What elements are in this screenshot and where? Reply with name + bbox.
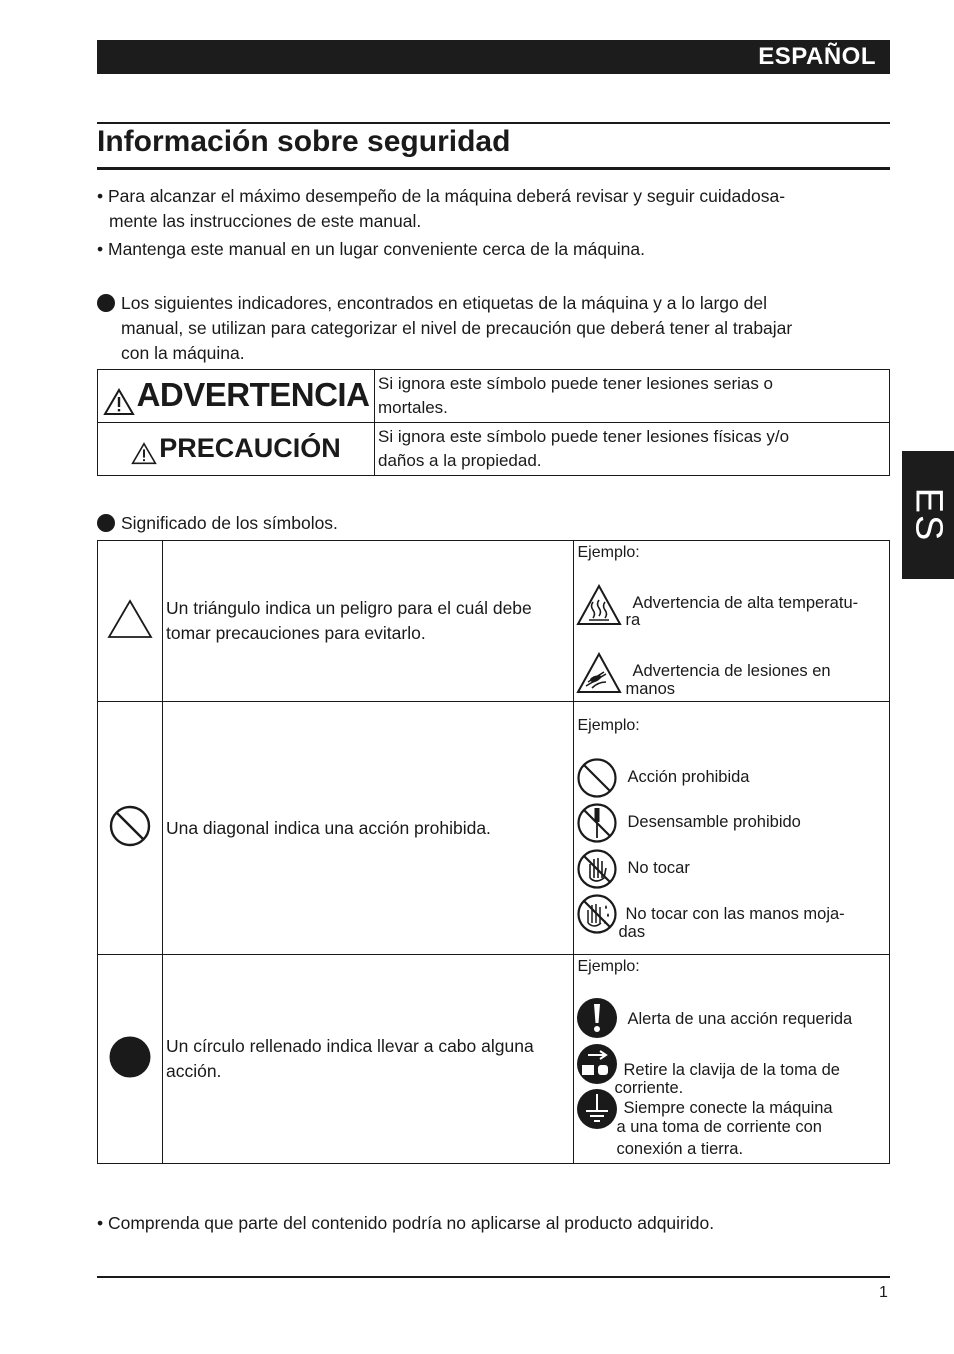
caution-description bbox=[375, 423, 890, 476]
example-no-touch bbox=[576, 848, 886, 890]
symbol-row-diagonal bbox=[98, 702, 890, 955]
diagonal-meaning-line-1: Una diagonal indica una acción prohibida. bbox=[165, 817, 491, 838]
filled-circle-meaning-line-1: Un círculo rellenado indica llevar a cabo alguna bbox=[165, 1036, 534, 1056]
bullet-2-line-1: • Mantenga este manual en un lugar conveniente cerca de la máquina. bbox=[97, 239, 646, 259]
caution-desc-line-2: daños a la propiedad. bbox=[378, 451, 542, 470]
example-no-disassembly bbox=[576, 802, 886, 844]
symbol-icon-cell bbox=[98, 702, 163, 955]
no-disassembly-text: Desensamble prohibido bbox=[627, 813, 801, 831]
indicators-intro bbox=[121, 291, 792, 366]
bullet-1-line-1: • Para alcanzar el máximo desempeño de la máquina deberá revisar y seguir cuidadosa- bbox=[97, 186, 786, 206]
bullet-item-2 bbox=[97, 237, 645, 262]
no-touch-icon bbox=[576, 848, 618, 890]
warning-triangle-icon bbox=[103, 388, 135, 416]
symbol-icon-cell bbox=[98, 541, 163, 702]
language-label: ESPAÑOL bbox=[758, 43, 876, 70]
caution-signal-word: PRECAUCIÓN bbox=[159, 433, 341, 464]
warning-triangle-icon bbox=[107, 599, 153, 639]
symbol-example-cell bbox=[574, 541, 890, 702]
ground-connection-icon bbox=[576, 1088, 618, 1130]
warning-desc-line-1: Si ignora este símbolo puede tener lesiones serias o bbox=[378, 374, 774, 393]
example-label: Ejemplo: bbox=[577, 544, 640, 561]
symbol-meaning-cell bbox=[162, 541, 574, 702]
triangle-meaning-line-1: Un triángulo indica un peligro para el cuál debe bbox=[165, 598, 532, 618]
example-label: Ejemplo: bbox=[577, 717, 640, 734]
ground-line-1: Siempre conecte la máquina bbox=[623, 1099, 833, 1117]
warning-signal-word: ADVERTENCIA bbox=[136, 376, 370, 414]
no-wet-hands-line-1: No tocar con las manos moja- bbox=[625, 905, 845, 923]
page-number: 1 bbox=[879, 1284, 888, 1301]
symbol-example-cell bbox=[574, 955, 890, 1164]
warning-description bbox=[375, 370, 890, 423]
symbols-table bbox=[97, 540, 890, 1164]
example-required-action bbox=[576, 997, 886, 1039]
filled-circle-icon bbox=[108, 1035, 152, 1079]
page-title: Información sobre seguridad bbox=[97, 125, 511, 158]
unplug-icon bbox=[576, 1043, 618, 1085]
warning-desc-line-2: mortales. bbox=[378, 398, 448, 417]
ground-line-2: a una toma de corriente con bbox=[616, 1118, 822, 1136]
high-temp-line-2: ra bbox=[625, 611, 641, 629]
symbol-example-cell bbox=[574, 702, 890, 955]
caution-label-cell bbox=[98, 423, 375, 476]
symbol-meaning-cell bbox=[162, 955, 574, 1164]
high-temperature-icon bbox=[576, 584, 622, 626]
filled-bullet-icon bbox=[97, 294, 115, 312]
symbol-meaning-cell bbox=[162, 702, 574, 955]
title-top-rule bbox=[97, 122, 890, 124]
bullet-1-line-2: mente las instrucciones de este manual. bbox=[109, 211, 422, 231]
example-label: Ejemplo: bbox=[577, 958, 640, 975]
level-row-warning bbox=[98, 370, 890, 423]
example-hand-injury bbox=[576, 652, 886, 702]
example-no-wet-hands bbox=[576, 893, 886, 943]
no-wet-hands-line-2: das bbox=[618, 923, 646, 941]
side-tab-label: ES bbox=[907, 487, 950, 543]
ground-line-3: conexión a tierra. bbox=[616, 1140, 744, 1158]
high-temp-line-1: Advertencia de alta temperatu- bbox=[632, 594, 859, 612]
bullet-item-1 bbox=[97, 184, 785, 234]
hand-injury-line-1: Advertencia de lesiones en bbox=[632, 662, 831, 680]
symbol-icon-cell bbox=[98, 955, 163, 1164]
caution-triangle-icon bbox=[131, 442, 157, 465]
prohibited-action-text: Acción prohibida bbox=[627, 768, 750, 786]
triangle-meaning-line-2: tomar precauciones para evitarlo. bbox=[165, 623, 426, 643]
footer-rule bbox=[97, 1276, 890, 1278]
symbols-intro: Significado de los símbolos. bbox=[121, 513, 338, 533]
prohibited-action-icon bbox=[576, 757, 618, 799]
filled-bullet-icon bbox=[97, 514, 115, 532]
language-header-bar bbox=[97, 40, 890, 74]
unplug-line-2: corriente. bbox=[614, 1079, 684, 1097]
signal-word-table bbox=[97, 369, 890, 476]
no-disassembly-icon bbox=[576, 802, 618, 844]
unplug-line-1: Retire la clavija de la toma de bbox=[623, 1061, 840, 1079]
indicators-intro-line-1: Los siguientes indicadores, encontrados en etiquetas de la máquina y a lo largo del bbox=[121, 293, 767, 313]
title-bottom-rule bbox=[97, 167, 890, 170]
no-touch-text: No tocar bbox=[627, 859, 690, 877]
hand-injury-line-2: manos bbox=[625, 680, 676, 698]
filled-circle-meaning-line-2: acción. bbox=[165, 1061, 222, 1081]
warning-label-cell bbox=[98, 370, 375, 423]
no-wet-hands-icon bbox=[576, 893, 618, 935]
example-ground-connection bbox=[576, 1088, 886, 1162]
required-action-icon bbox=[576, 997, 618, 1039]
example-unplug bbox=[576, 1043, 886, 1097]
level-row-caution bbox=[98, 423, 890, 476]
symbol-row-filled-circle bbox=[98, 955, 890, 1164]
example-high-temperature bbox=[576, 584, 886, 634]
hand-injury-icon bbox=[576, 652, 622, 694]
indicators-intro-line-3: con la máquina. bbox=[121, 343, 245, 363]
prohibition-icon bbox=[108, 804, 152, 848]
required-action-text: Alerta de una acción requerida bbox=[627, 1010, 853, 1028]
language-side-tab bbox=[902, 451, 954, 579]
example-prohibited-action bbox=[576, 757, 886, 799]
symbol-row-triangle bbox=[98, 541, 890, 702]
caution-desc-line-1: Si ignora este símbolo puede tener lesiones físicas y/o bbox=[378, 427, 790, 446]
footer-note: • Comprenda que parte del contenido podría no aplicarse al producto adquirido. bbox=[97, 1213, 715, 1233]
indicators-intro-line-2: manual, se utilizan para categorizar el nivel de precaución que deberá tener al trabajar bbox=[121, 318, 793, 338]
